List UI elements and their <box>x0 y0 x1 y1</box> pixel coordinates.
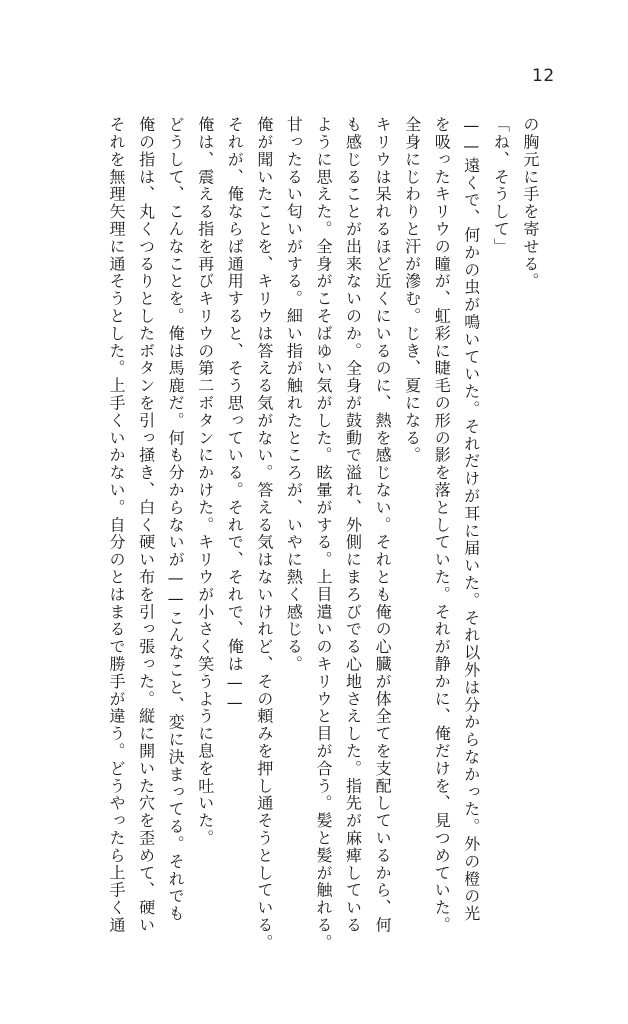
page-number: 12 <box>532 66 555 86</box>
text-line: それが、俺ならば通用すると、そう思っている。それで、それで、俺は—— <box>225 116 245 714</box>
text-line: ——遠くで、何かの虫が鳴いていた。それだけが耳に届いた。それ以外は分からなかった。外の橙の光 <box>461 116 481 923</box>
text-line: 俺が聞いたことを、キリウは答える気がない。答える気はないけれど、その頼みを押し通そうとしている。 <box>254 116 274 952</box>
text-line: それを無理矢理に通そうとした。上手くいかない。自分のとはまるで勝手が違う。どうやったら上手く通 <box>107 116 126 934</box>
text-line: の胸元に手を寄せる。 <box>520 116 540 290</box>
text-line: 全身にじわりと汗が滲む。じき、夏になる。 <box>402 116 422 464</box>
text-line: 俺の指は、丸くつるりとしたボタンを引っ掻き、白く硬い布を引っ張った。縦に開いた穴を歪めて、硬い <box>136 116 156 934</box>
text-line: を吸ったキリウの瞳が、虹彩に睫毛の形の影を落としていた。それが静かに、俺だけを、見つめていた。 <box>432 116 452 934</box>
text-line: どうして、こんなことを。俺は馬鹿だ。何も分からないが——こんなこと、変に決まってる。それでも <box>166 116 186 923</box>
vertical-text-body <box>108 116 538 976</box>
text-line: 「ね、そうして」 <box>491 116 511 256</box>
text-line: も感じることが出来ないのか。全身が鼓動で溢れ、外側にまろびでる心地さえした。指先が麻痺している <box>343 116 363 934</box>
text-line: ように思えた。全身がこそばゆい気がした。眩暈がする。上目遣いのキリウと目が合う。髪と髪が触れる。 <box>313 116 333 952</box>
text-line: 俺は、震える指を再びキリウの第二ボタンにかけた。キリウが小さく笑うように息を吐いた。 <box>195 116 215 847</box>
text-line: 甘ったるい匂いがする。細い指が触れたところが、いやに熱く感じる。 <box>284 116 304 673</box>
text-line: キリウは呆れるほど近くにいるのに、熱を感じない。それとも俺の心臓が体全てを支配しているから、何 <box>373 116 393 934</box>
